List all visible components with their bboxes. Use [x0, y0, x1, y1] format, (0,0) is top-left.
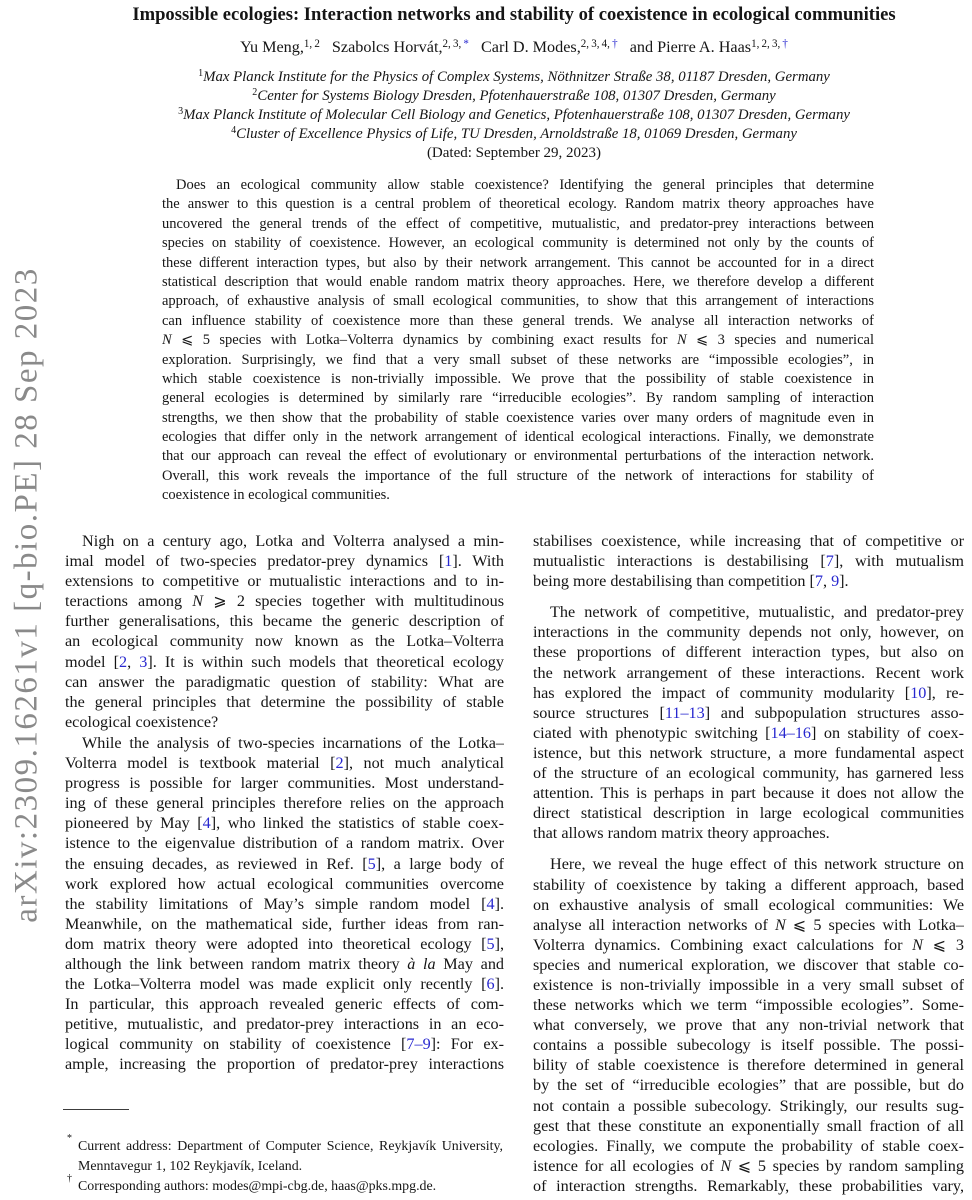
text-line: Corresponding authors: modes@mpi-cbg.de, haas@pks.mpg.de.: [78, 1178, 437, 1194]
affiliation: [57, 125, 971, 144]
text-line: the network arrangement of these interactions. Recent work: [533, 663, 964, 682]
text-line: the answer to this question is a central problem of theoretical ecology. Random matrix theory approaches have: [162, 196, 874, 213]
citation-link[interactable]: 3: [139, 652, 148, 671]
author-line: [57, 38, 971, 57]
text-line: what conversely, we prove that any non-trivial network that: [533, 1016, 964, 1035]
left-column: [65, 531, 504, 1075]
text-line: uncovered the general trends of the effect of competitive, mutualistic, and predator-prey interactions between: [162, 215, 874, 232]
text-line: approach, of exhaustive analysis of small ecological communities, to show that this arrangement of interactions: [162, 293, 874, 310]
math-variable: N: [774, 915, 786, 934]
text-line: Current address: Department of Computer Science, Reykjavík University,: [78, 1139, 503, 1154]
text-line: logical community on stability of coexistence [7–9]: For ex-: [65, 1035, 504, 1054]
text-line: The network of competitive, mutualistic, and predator-prey: [550, 603, 964, 622]
math-variable: N: [720, 1156, 732, 1175]
affiliation: [57, 106, 971, 125]
text-line: work explored how actual ecological communities overcome: [65, 874, 504, 893]
text-line: statistical description that would enable random matrix theory approaches. Here, we therefore develop a different: [162, 273, 874, 290]
text-line: direct statistical description in large ecological communities: [533, 804, 964, 823]
text-line: pioneered by May [4], who linked the statistics of stable coex-: [65, 814, 504, 833]
citation-link[interactable]: 9: [831, 572, 840, 591]
text-line: gest that these constitute an exponentially small fraction of all: [533, 1116, 964, 1135]
text-line: istence for all ecologies of N ⩽ 5 species by random sampling: [533, 1156, 964, 1175]
author: Carl D. Modes,$^{2, 3, 4, \dagger}$: [480, 38, 618, 56]
arxiv-watermark: arXiv:2309.16261v1 [q-bio.PE] 28 Sep 2023: [8, 267, 45, 923]
math-variable: N: [192, 592, 204, 611]
affiliation-superscript: 3: [178, 106, 184, 118]
paragraph: [533, 854, 964, 1196]
citation-link[interactable]: 4: [486, 894, 495, 913]
text-line: In particular, this approach revealed generic effects of com-: [65, 995, 504, 1014]
text-line: istence to the eigenvalue distribution of a random matrix. Over: [65, 834, 504, 853]
text-line: that allows random matrix theory approaches.: [533, 824, 830, 843]
citation-link[interactable]: 7: [825, 552, 834, 571]
affiliation-text: Max Planck Institute of Molecular Cell Biology and Genetics, Pfotenhauerstraße 108, 01307 Dresden, Germany: [183, 106, 850, 123]
text-line: that our approach can reveal the effect of evolutionary or environmental perturbations of the interaction network.: [162, 448, 874, 465]
text-line: these different interaction types, but also by their network arrangement. This cannot be accounted for in a direct: [162, 254, 874, 271]
text-line: can influence stability of coexistence more than these general trends. We analyse all interaction networks of: [162, 312, 874, 329]
footnote: * Current address: Department of Computer Science, Reykjavík University, Menntavegur 1, 102 Reykjavík, Iceland.: [78, 1137, 503, 1177]
author-mark-link[interactable]: †: [612, 38, 618, 51]
text-line: an ecological community now known as the Lotka–Volterra: [65, 632, 504, 651]
author-superscript: 1, 2: [303, 38, 320, 51]
citation-link[interactable]: 10: [910, 683, 927, 702]
citation-link[interactable]: 5: [486, 934, 495, 953]
abstract: [162, 176, 874, 506]
text-line: existence is non-trivially impossible in a very small subset of: [533, 975, 964, 994]
text-line: dom matrix theory were adopted into theoretical ecology [5],: [65, 934, 504, 953]
citation-link[interactable]: 7–9: [406, 1035, 431, 1054]
text-line: species and numerical exploration, we discover that stable co-: [533, 955, 964, 974]
citation-link[interactable]: 2: [335, 754, 344, 773]
text-line: Nigh on a century ago, Lotka and Volterra analysed a min-: [82, 532, 504, 550]
author: Szabolcs Horvát,$^{2, 3, *}$: [331, 38, 469, 56]
paragraph: [533, 531, 964, 591]
text-line: Meanwhile, on the mathematical side, further ideas from ran-: [65, 914, 504, 933]
text-line: not contain a possible subecology. Strikingly, our results sug-: [533, 1096, 964, 1115]
text-line: While the analysis of two-species incarnations of the Lotka–: [82, 733, 504, 752]
footnote: † Corresponding authors: modes@mpi-cbg.de, haas@pks.mpg.de.: [78, 1177, 503, 1197]
text-line: on exhaustive analysis of small ecological communities: We: [533, 895, 964, 914]
text-line: progress is possible for larger communities. Most understand-: [65, 774, 504, 793]
footnote-rule: [63, 1109, 129, 1110]
text-line: can answer the paradigmatic question of stability: What are: [65, 672, 504, 691]
text-line: by the set of “irreducible ecologies” that are possible, but do: [533, 1076, 964, 1095]
text-line: further generalisations, this became the generic description of: [65, 612, 504, 631]
text-line: although the link between random matrix theory à la May and: [65, 954, 504, 973]
affiliation-text: Max Planck Institute for the Physics of Complex Systems, Nöthnitzer Straße 38, 01187 Dresden, Germany: [203, 69, 830, 85]
right-column: [533, 531, 964, 1196]
text-line: istence, but this network structure, a more fundamental aspect: [533, 743, 964, 762]
text-line: of the structure of an ecological community, has garnered less: [533, 764, 964, 783]
author-mark-link[interactable]: *: [463, 38, 469, 51]
text-line: of interaction strengths. Remarkably, these probabilities vary,: [533, 1176, 964, 1195]
citation-link[interactable]: 6: [486, 975, 495, 994]
text-line: ecological coexistence?: [65, 712, 219, 731]
text-line: extensions to competitive or mutualistic interactions and to in-: [65, 572, 504, 591]
text-line: N ⩽ 5 species with Lotka–Volterra dynamics by combining exact results for N ⩽ 3 species and numerical: [162, 332, 874, 349]
text-line: model [2, 3]. It is within such models that theoretical ecology: [65, 652, 504, 671]
paragraph: [533, 602, 964, 843]
text-line: ecologies. Finally, we compute the probability of stable coex-: [533, 1136, 964, 1155]
author-mark-link[interactable]: †: [782, 38, 788, 51]
text-line: general ecologies is determined by similarly rare “irreducible ecologies”. By random sampling of interaction: [162, 390, 874, 407]
text-line: imal model of two-species predator-prey dynamics [1]. With: [65, 552, 504, 571]
text-line: Overall, this work reveals the importance of the full structure of the network of interactions for stability of: [162, 467, 874, 484]
text-line: species on stability of coexistence. However, an ecological community is determined not only by the counts of: [162, 235, 874, 252]
text-line: strengths, we then show that the probability of stable coexistence varies over many orders of magnitude even in: [162, 409, 874, 426]
text-line: ing of these general principles therefore relies on the approach: [65, 794, 504, 813]
citation-link[interactable]: 14–16: [770, 723, 811, 742]
text-line: Menntavegur 1, 102 Reykjavík, Iceland.: [78, 1158, 303, 1174]
text-line: stability of coexistence by taking a different approach, based: [533, 875, 964, 894]
text-line: the Lotka–Volterra model was made explicit only recently [6].: [65, 975, 504, 994]
citation-link[interactable]: 5: [367, 854, 376, 873]
author-superscript: 2, 3, *: [442, 38, 469, 51]
text-line: attention. This is perhaps in part because it does not allow the: [533, 784, 964, 803]
affiliation-list: [57, 68, 971, 144]
text-line: bility of stable coexistence is therefore determined in general: [533, 1056, 964, 1075]
text-line: these proportions of different interaction types, but also on: [533, 643, 964, 662]
paragraph: [65, 531, 504, 732]
dateline: (Dated: September 29, 2023): [426, 145, 602, 161]
math-variable: N: [162, 332, 172, 349]
text-line: ciated with phenotypic switching [14–16] on stability of coex-: [533, 723, 964, 742]
citation-link[interactable]: 11–13: [664, 703, 705, 722]
citation-link[interactable]: 1: [444, 552, 453, 571]
author-superscript: 1, 2, 3, †: [751, 38, 788, 51]
text-line: coexistence in ecological communities.: [162, 487, 390, 504]
text-line: stabilises coexistence, while increasing that of competitive or: [533, 532, 964, 550]
paragraph: [162, 176, 874, 506]
text-line: petitive, mutualistic, and predator-prey interactions in an eco-: [65, 1015, 504, 1034]
affiliation-text: Center for Systems Biology Dresden, Pfotenhauerstraße 108, 01307 Dresden, Germany: [257, 87, 776, 104]
author-superscript: 2, 3, 4, †: [580, 38, 618, 51]
affiliation-superscript: 1: [198, 68, 204, 80]
citation-link[interactable]: 2: [118, 652, 128, 671]
citation-link[interactable]: 4: [202, 814, 211, 833]
footnotes: [67, 1133, 503, 1196]
math-variable: N: [912, 935, 923, 954]
text-line: the general principles that determine the possibility of stable: [65, 692, 504, 711]
text-line: ample, increasing the proportion of predator-prey interactions: [65, 1055, 504, 1074]
text-line: which stable coexistence is non-trivially impossible. We prove that the possibility of stable coexistence in: [162, 370, 874, 387]
affiliation: [57, 87, 971, 106]
affiliation-superscript: 2: [252, 87, 258, 99]
text-line: Does an ecological community allow stable coexistence? Identifying the general principles that determine: [176, 177, 874, 193]
author: and Pierre A. Haas$^{1, 2, 3, \dagger}$: [629, 38, 788, 56]
text-line: these networks which we term “impossible ecologies”. Some-: [533, 996, 964, 1015]
text-line: contains a possible subecology is itself possible. The possi-: [533, 1036, 964, 1055]
citation-link[interactable]: 7: [814, 572, 823, 591]
text-line: exploration. Surprisingly, we find that a very small subset of these networks are “impossible ecologies”, in: [162, 351, 874, 368]
affiliation-text: Cluster of Excellence Physics of Life, TU Dresden, Arnoldstraße 18, 01069 Dresden, Germany: [236, 125, 797, 142]
text-line: the stability limitations of May’s simple random model [4].: [65, 894, 504, 913]
text-line: Here, we reveal the huge effect of this network structure on: [550, 855, 964, 874]
text-line: being more destabilising than competition [7, 9].: [533, 572, 849, 591]
text-line: the ensuing decades, as reviewed in Ref. [5], a large body of: [65, 854, 504, 873]
paper-title: Impossible ecologies: Interaction networks and stability of coexistence in ecological communities: [132, 4, 896, 25]
author: Yu Meng,$^{1, 2}$: [240, 38, 320, 56]
paragraph: [65, 733, 504, 1075]
math-variable: N: [676, 332, 687, 349]
text-line: interactions in the community depends not only, however, on: [533, 623, 964, 642]
text-line: mutualistic interactions is destabilising [7], with mutualism: [533, 552, 964, 571]
text-line: Volterra model is textbook material [2], not much analytical: [65, 754, 504, 773]
affiliation: [57, 68, 971, 87]
text-line: analyse all interaction networks of N ⩽ 5 species with Lotka–: [533, 915, 964, 934]
text-line: teractions among N ⩾ 2 species together with multitudinous: [65, 592, 504, 611]
affiliation-superscript: 4: [231, 125, 237, 137]
text-line: source structures [11–13] and subpopulation structures asso-: [533, 703, 964, 722]
text-line: Volterra dynamics. Combining exact calculations for N ⩽ 3: [533, 935, 964, 954]
text-line: has explored the impact of community modularity [10], re-: [533, 683, 964, 702]
text-line: ecologies that differ only in the network arrangement of identical ecological interactions. Finally, we demonstrate: [162, 429, 874, 446]
